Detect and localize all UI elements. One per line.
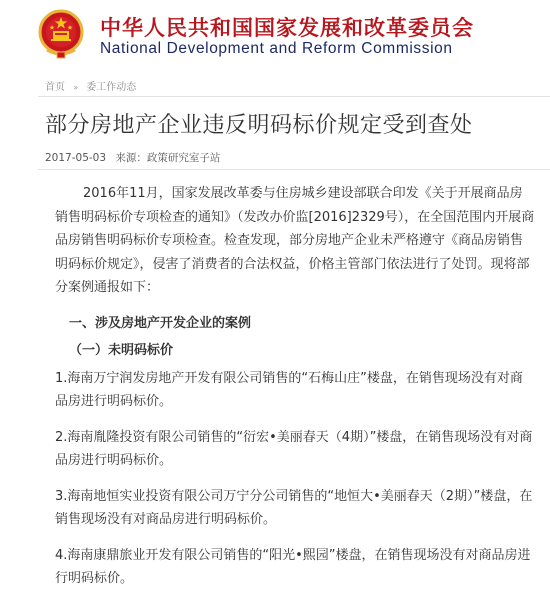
article-title: 部分房地产企业违反明码标价规定受到查处 (45, 113, 473, 138)
breadcrumb-home-link[interactable]: 首页 (45, 82, 65, 93)
subsection-heading: （一）未明码标价 (69, 343, 174, 358)
section-heading: 一、涉及房地产开发企业的案例 (69, 315, 252, 331)
case-item-1: 1.海南万宁润发房地产开发有限公司销售的“石梅山庄”楼盘，在销售现场没有对商品房进行明码标价。 (55, 370, 523, 409)
article-source: 政策研究室子站 (146, 152, 221, 164)
site-header (0, 0, 550, 70)
article-date: 2017-05-03 (45, 152, 107, 164)
double-chevron-right-icon: » (73, 83, 79, 92)
site-title-en[interactable]: National Development and Reform Commission (100, 40, 453, 57)
breadcrumb (45, 78, 136, 93)
case-item-3: 3.海南地恒实业投资有限公司万宁分公司销售的“地恒大•美丽春天（2期）”楼盘，在销售现场没有对商品房进行明码标价。 (55, 488, 533, 527)
article-lead-paragraph: 2016年11月，国家发展改革委与住房城乡建设部联合印发《关于开展商品房销售明码标价专项检查的通知》（发改办价监[2016]2329号），在全国范围内开展商品房销售明码标价专项检查。检查发现，部分房地产企业未严格遵守《商品房销售明码标价规定》，侵害了消费者的合法权益，价格主管部门依法进行了处罚。现将部分案例通报如下： (55, 186, 535, 295)
case-item-4: 4.海南康鼎旅业开发有限公司销售的“阳光•熙园”楼盘，在销售现场没有对商品房进行明码标价。 (55, 547, 531, 586)
meta-divider (38, 169, 550, 170)
breadcrumb-section-link[interactable]: 委工作动态 (86, 82, 137, 93)
breadcrumb-divider (38, 96, 550, 97)
case-item-2: 2.海南胤隆投资有限公司销售的“衍宏•美丽春天（4期）”楼盘，在销售现场没有对商品房进行明码标价。 (55, 429, 533, 468)
site-title-cn[interactable]: 中华人民共和国国家发展和改革委员会 (100, 16, 474, 40)
national-emblem-icon[interactable] (37, 8, 85, 60)
source-label: 来源： (115, 152, 147, 164)
article-body (55, 182, 535, 603)
article-meta (45, 150, 220, 165)
